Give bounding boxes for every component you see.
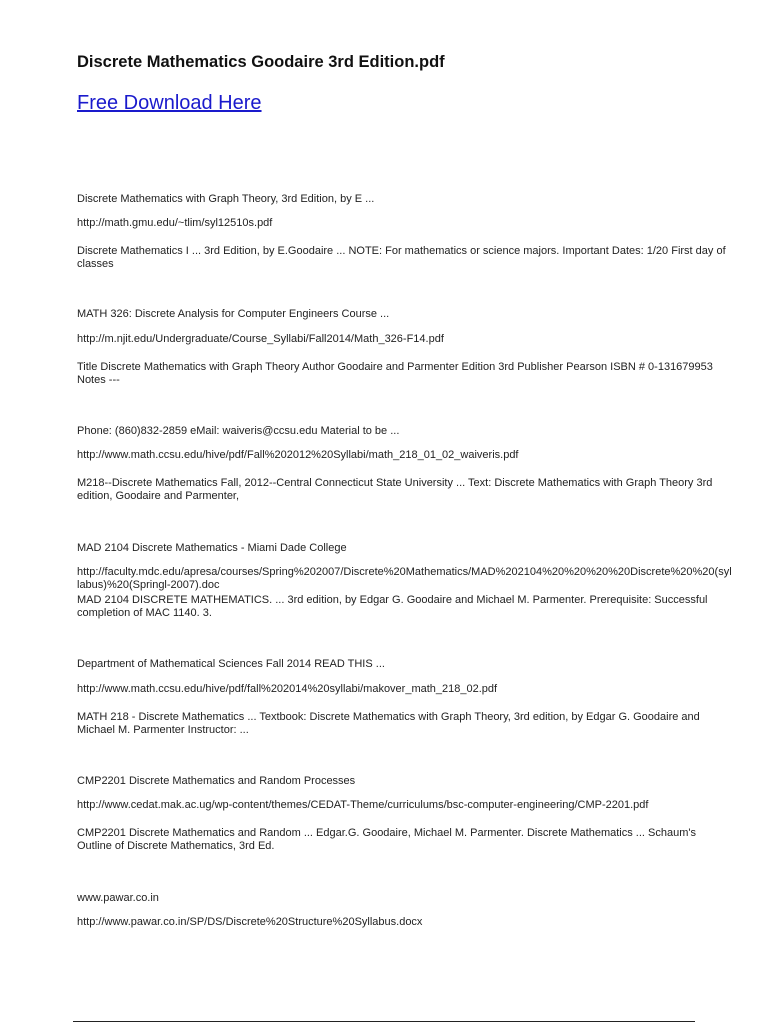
entry-url: http://faculty.mdc.edu/apresa/courses/Spring%202007/Discrete%20Mathematics/MAD%202104%20%20%20%20Discrete%20%20(syllabus)%20(Springl-2007).doc — [77, 566, 732, 591]
entry-url: http://m.njit.edu/Undergraduate/Course_Syllabi/Fall2014/Math_326-F14.pdf — [77, 333, 444, 345]
entry-description: Discrete Mathematics I ... 3rd Edition, by E.Goodaire ... NOTE: For mathematics or science majors. Important Dates: 1/20 First day of classes — [77, 245, 729, 270]
entry-url: http://math.gmu.edu/~tlim/syl12510s.pdf — [77, 217, 273, 229]
free-download-link[interactable]: Free Download Here — [77, 92, 262, 114]
entry-title: MAD 2104 Discrete Mathematics - Miami Dade College — [77, 542, 347, 554]
entry-url: http://www.cedat.mak.ac.ug/wp-content/themes/CEDAT-Theme/curriculums/bsc-computer-engineering/CMP-2201.pdf — [77, 799, 649, 811]
entry-title: Phone: (860)832-2859 eMail: waiveris@ccsu.edu Material to be ... — [77, 425, 400, 437]
entry-url: http://www.math.ccsu.edu/hive/pdf/Fall%202012%20Syllabi/math_218_01_02_waiveris.pdf — [77, 449, 519, 461]
entry-title: Discrete Mathematics with Graph Theory, 3rd Edition, by E ... — [77, 193, 375, 205]
entry-description: CMP2201 Discrete Mathematics and Random ... Edgar.G. Goodaire, Michael M. Parmenter. Discrete Mathematics ... Schaum's Outline of Discrete Mathematics, 3rd Ed. — [77, 827, 700, 852]
entry-url: http://www.pawar.co.in/SP/DS/Discrete%20Structure%20Syllabus.docx — [77, 916, 423, 928]
footer-divider — [73, 1021, 695, 1022]
document-title: Discrete Mathematics Goodaire 3rd Edition.pdf — [77, 53, 445, 71]
entry-description: MAD 2104 DISCRETE MATHEMATICS. ... 3rd edition, by Edgar G. Goodaire and Michael M. Parmenter. Prerequisite: Successful completion of MAC 1140. 3. — [77, 594, 711, 619]
entry-title: www.pawar.co.in — [77, 892, 159, 904]
entry-title: CMP2201 Discrete Mathematics and Random Processes — [77, 775, 356, 787]
entry-title: MATH 326: Discrete Analysis for Computer Engineers Course ... — [77, 308, 390, 320]
entry-description: Title Discrete Mathematics with Graph Theory Author Goodaire and Parmenter Edition 3rd Publisher Pearson ISBN # 0-131679953 Notes --- — [77, 361, 716, 386]
entry-description: MATH 218 - Discrete Mathematics ... Textbook: Discrete Mathematics with Graph Theory, 3rd edition, by Edgar G. Goodaire and Michael M. Parmenter Instructor: ... — [77, 711, 703, 736]
entry-url: http://www.math.ccsu.edu/hive/pdf/fall%202014%20syllabi/makover_math_218_02.pdf — [77, 683, 498, 695]
entry-description: M218--Discrete Mathematics Fall, 2012--Central Connecticut State University ... Text: Discrete Mathematics with Graph Theory 3rd edition, Goodaire and Parmenter, — [77, 477, 716, 502]
entry-title: Department of Mathematical Sciences Fall 2014 READ THIS ... — [77, 658, 385, 670]
